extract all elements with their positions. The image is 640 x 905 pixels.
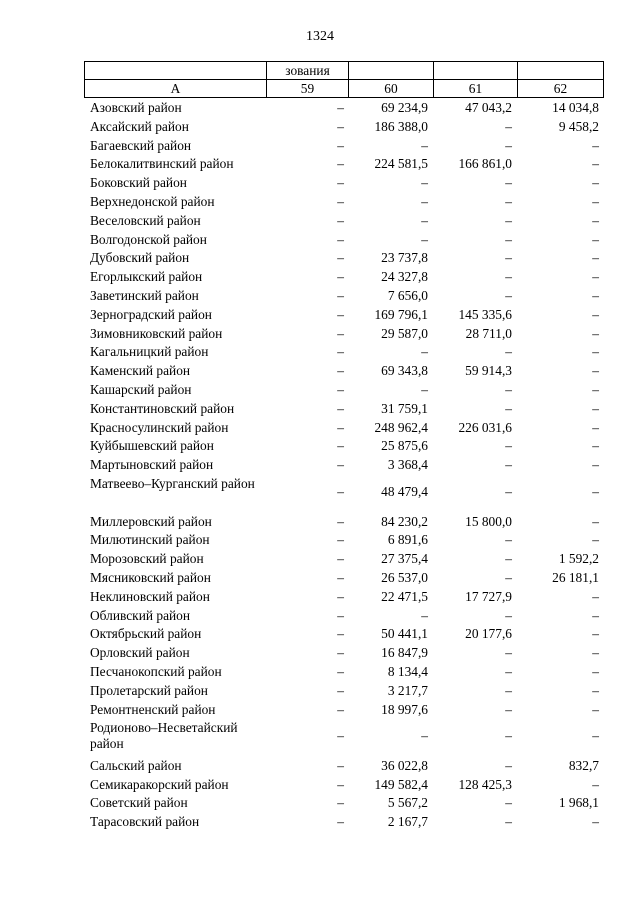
value-cell-61: – bbox=[505, 137, 512, 153]
table-row bbox=[84, 232, 603, 251]
district-name-cell: Семикаракорский район bbox=[90, 776, 229, 792]
value-cell-61: 47 043,2 bbox=[465, 100, 512, 115]
district-name-cell: Пролетарский район bbox=[90, 682, 208, 698]
table-row bbox=[84, 664, 603, 683]
value-cell-61: – bbox=[505, 483, 512, 499]
table-row bbox=[84, 683, 603, 702]
table-row bbox=[84, 401, 603, 420]
table-row bbox=[84, 326, 603, 345]
district-name-cell: Мартыновский район bbox=[90, 457, 214, 473]
value-cell-59: – bbox=[337, 814, 344, 830]
value-cell-60: 224 581,5 bbox=[374, 156, 428, 172]
table-row bbox=[84, 589, 603, 608]
value-cell-61: – bbox=[505, 701, 512, 717]
value-cell-59: – bbox=[337, 701, 344, 717]
value-cell-59: – bbox=[337, 607, 344, 623]
value-cell-62: – bbox=[592, 287, 599, 303]
value-cell-60: 22 471,5 bbox=[381, 588, 428, 604]
value-cell-62: 832,7 bbox=[568, 757, 599, 773]
value-cell-61: 17 727,9 bbox=[465, 588, 512, 604]
value-cell-59: – bbox=[337, 306, 344, 322]
district-name-cell: Сальский район bbox=[90, 757, 182, 773]
header-top-cell-a bbox=[85, 62, 267, 80]
value-cell-60: – bbox=[421, 137, 428, 153]
value-cell-61: – bbox=[505, 193, 512, 209]
district-name-cell: Зерноградский район bbox=[90, 306, 212, 322]
value-cell-60: – bbox=[421, 344, 428, 360]
district-name-cell: Неклиновский район bbox=[90, 588, 210, 604]
value-cell-59: – bbox=[337, 100, 344, 115]
value-cell-59: – bbox=[337, 682, 344, 698]
value-cell-62: – bbox=[592, 381, 599, 397]
value-cell-62: – bbox=[592, 212, 599, 228]
district-name-cell: Константиновский район bbox=[90, 400, 235, 416]
district-name-cell: Миллеровский район bbox=[90, 513, 212, 529]
table-row bbox=[84, 307, 603, 326]
district-name-cell: Ремонтненский район bbox=[90, 701, 216, 717]
table-row bbox=[84, 438, 603, 457]
value-cell-61: – bbox=[505, 795, 512, 811]
district-name-cell: Заветинский район bbox=[90, 287, 199, 303]
value-cell-59: – bbox=[337, 795, 344, 811]
value-cell-61: – bbox=[505, 250, 512, 266]
district-name-cell: Боковский район bbox=[90, 175, 187, 191]
value-cell-62: – bbox=[592, 483, 599, 499]
value-cell-60: 5 567,2 bbox=[387, 795, 428, 811]
value-cell-61: – bbox=[505, 457, 512, 473]
value-cell-61: – bbox=[505, 569, 512, 585]
value-cell-60: 26 537,0 bbox=[381, 569, 428, 585]
table-row bbox=[84, 420, 603, 439]
value-cell-59: – bbox=[337, 193, 344, 209]
value-cell-59: – bbox=[337, 212, 344, 228]
value-cell-62: – bbox=[592, 682, 599, 698]
value-cell-60: 24 327,8 bbox=[381, 269, 428, 285]
header-top-row bbox=[85, 62, 604, 80]
value-cell-61: 226 031,6 bbox=[458, 419, 512, 435]
value-cell-59: – bbox=[337, 287, 344, 303]
header-top-cell-62 bbox=[518, 62, 604, 80]
table-row bbox=[84, 758, 603, 777]
table-row bbox=[84, 288, 603, 307]
table-row bbox=[84, 156, 603, 175]
value-cell-60: 3 217,7 bbox=[387, 682, 428, 698]
value-cell-60: 69 234,9 bbox=[381, 100, 428, 115]
header-col-60: 60 bbox=[349, 80, 434, 98]
value-cell-59: – bbox=[337, 250, 344, 266]
value-cell-62: – bbox=[592, 156, 599, 172]
value-cell-59: – bbox=[337, 776, 344, 792]
district-name-cell: Матвеево–Курганский район bbox=[90, 475, 255, 491]
district-name-cell: Куйбышевский район bbox=[90, 438, 214, 454]
value-cell-59: – bbox=[337, 137, 344, 153]
value-cell-60: – bbox=[421, 175, 428, 191]
value-cell-62: 1 592,2 bbox=[558, 551, 599, 567]
value-cell-60: 7 656,0 bbox=[387, 287, 428, 303]
value-cell-62: – bbox=[592, 438, 599, 454]
value-cell-62: – bbox=[592, 814, 599, 830]
value-cell-59: – bbox=[337, 551, 344, 567]
table-row bbox=[84, 476, 603, 514]
district-name-cell: Морозовский район bbox=[90, 551, 204, 567]
value-cell-62: 26 181,1 bbox=[552, 569, 599, 585]
header-top-cell-61 bbox=[434, 62, 518, 80]
value-cell-62: – bbox=[592, 193, 599, 209]
value-cell-61: 59 914,3 bbox=[465, 363, 512, 379]
value-cell-59: – bbox=[337, 588, 344, 604]
value-cell-60: 27 375,4 bbox=[381, 551, 428, 567]
table-row bbox=[84, 777, 603, 796]
value-cell-61: – bbox=[505, 532, 512, 548]
value-cell-61: – bbox=[505, 663, 512, 679]
value-cell-60: – bbox=[421, 193, 428, 209]
value-cell-61: – bbox=[505, 551, 512, 567]
value-cell-60: 18 997,6 bbox=[381, 701, 428, 717]
value-cell-62: – bbox=[592, 457, 599, 473]
value-cell-60: 149 582,4 bbox=[374, 776, 428, 792]
district-name-cell: Аксайский район bbox=[90, 118, 189, 134]
value-cell-62: – bbox=[592, 137, 599, 153]
value-cell-60: 23 737,8 bbox=[381, 250, 428, 266]
district-name-cell: Каменский район bbox=[90, 363, 191, 379]
value-cell-62: – bbox=[592, 588, 599, 604]
value-cell-59: – bbox=[337, 325, 344, 341]
value-cell-60: 84 230,2 bbox=[381, 513, 428, 529]
value-cell-61: – bbox=[505, 118, 512, 134]
header-col-a: А bbox=[85, 80, 267, 98]
value-cell-60: 248 962,4 bbox=[374, 419, 428, 435]
header-bottom-row bbox=[85, 80, 604, 98]
value-cell-60: 50 441,1 bbox=[381, 626, 428, 642]
value-cell-62: – bbox=[592, 513, 599, 529]
table-row bbox=[84, 795, 603, 814]
district-name-cell: Белокалитвинский район bbox=[90, 156, 234, 172]
value-cell-59: – bbox=[337, 175, 344, 191]
value-cell-59: – bbox=[337, 118, 344, 134]
district-name-cell: Егорлыкский район bbox=[90, 269, 203, 285]
value-cell-60: 69 343,8 bbox=[381, 363, 428, 379]
table-row bbox=[84, 514, 603, 533]
value-cell-60: 36 022,8 bbox=[381, 757, 428, 773]
value-cell-62: 9 458,2 bbox=[558, 118, 599, 134]
value-cell-59: – bbox=[337, 344, 344, 360]
value-cell-61: – bbox=[505, 728, 512, 744]
table-row bbox=[84, 645, 603, 664]
value-cell-62: – bbox=[592, 175, 599, 191]
value-cell-59: – bbox=[337, 363, 344, 379]
header-top-cell-60 bbox=[349, 62, 434, 80]
value-cell-59: – bbox=[337, 569, 344, 585]
value-cell-62: – bbox=[592, 776, 599, 792]
value-cell-61: – bbox=[505, 175, 512, 191]
value-cell-62: – bbox=[592, 532, 599, 548]
district-name-cell: Обливский район bbox=[90, 607, 191, 623]
value-cell-62: 14 034,8 bbox=[552, 100, 599, 115]
header-top-cell-59: зования bbox=[267, 62, 349, 80]
table-row bbox=[84, 194, 603, 213]
district-name-cell: Тарасовский район bbox=[90, 814, 200, 830]
value-cell-61: – bbox=[505, 212, 512, 228]
value-cell-59: – bbox=[337, 438, 344, 454]
value-cell-60: 186 388,0 bbox=[374, 118, 428, 134]
value-cell-60: 2 167,7 bbox=[387, 814, 428, 830]
value-cell-59: – bbox=[337, 419, 344, 435]
header-col-59: 59 bbox=[267, 80, 349, 98]
table-row bbox=[84, 720, 603, 758]
district-name-cell: Дубовский район bbox=[90, 250, 190, 266]
table-row bbox=[84, 100, 603, 119]
value-cell-59: – bbox=[337, 381, 344, 397]
table-row bbox=[84, 532, 603, 551]
value-cell-62: – bbox=[592, 626, 599, 642]
value-cell-61: 20 177,6 bbox=[465, 626, 512, 642]
district-name-cell: Веселовский район bbox=[90, 212, 201, 228]
table-row bbox=[84, 626, 603, 645]
value-cell-60: 48 479,4 bbox=[381, 483, 428, 499]
value-cell-62: – bbox=[592, 325, 599, 341]
header-col-62: 62 bbox=[518, 80, 604, 98]
value-cell-59: – bbox=[337, 626, 344, 642]
value-cell-61: 15 800,0 bbox=[465, 513, 512, 529]
value-cell-62: 1 968,1 bbox=[558, 795, 599, 811]
district-name-cell: Кагальницкий район bbox=[90, 344, 209, 360]
value-cell-60: – bbox=[421, 212, 428, 228]
value-cell-60: – bbox=[421, 728, 428, 744]
district-name-cell: Волгодонской район bbox=[90, 231, 207, 247]
value-cell-61: – bbox=[505, 682, 512, 698]
table-row bbox=[84, 702, 603, 721]
district-name-cell: Мясниковский район bbox=[90, 569, 211, 585]
value-cell-59: – bbox=[337, 231, 344, 247]
district-name-cell: Советский район bbox=[90, 795, 188, 811]
value-cell-59: – bbox=[337, 513, 344, 529]
value-cell-60: – bbox=[421, 381, 428, 397]
value-cell-62: – bbox=[592, 400, 599, 416]
value-cell-62: – bbox=[592, 728, 599, 744]
value-cell-59: – bbox=[337, 757, 344, 773]
value-cell-62: – bbox=[592, 344, 599, 360]
table-row bbox=[84, 363, 603, 382]
value-cell-61: – bbox=[505, 344, 512, 360]
value-cell-61: – bbox=[505, 438, 512, 454]
value-cell-60: 169 796,1 bbox=[374, 306, 428, 322]
table-row bbox=[84, 814, 603, 833]
value-cell-59: – bbox=[337, 645, 344, 661]
value-cell-62: – bbox=[592, 363, 599, 379]
district-name-cell: Октябрьский район bbox=[90, 626, 202, 642]
value-cell-59: – bbox=[337, 156, 344, 172]
district-name-cell: Милютинский район bbox=[90, 532, 210, 548]
table-row bbox=[84, 344, 603, 363]
value-cell-59: – bbox=[337, 483, 344, 499]
value-cell-59: – bbox=[337, 457, 344, 473]
value-cell-62: – bbox=[592, 231, 599, 247]
value-cell-62: – bbox=[592, 701, 599, 717]
value-cell-60: 25 875,6 bbox=[381, 438, 428, 454]
district-name-cell: Кашарский район bbox=[90, 381, 192, 397]
table-row bbox=[84, 570, 603, 589]
value-cell-60: 16 847,9 bbox=[381, 645, 428, 661]
table-row bbox=[84, 213, 603, 232]
value-cell-62: – bbox=[592, 663, 599, 679]
header-col-61: 61 bbox=[434, 80, 518, 98]
table-row bbox=[84, 551, 603, 570]
value-cell-59: – bbox=[337, 663, 344, 679]
value-cell-61: – bbox=[505, 814, 512, 830]
district-name-cell: Красносулинский район bbox=[90, 419, 229, 435]
table-body bbox=[84, 100, 603, 833]
value-cell-61: – bbox=[505, 381, 512, 397]
value-cell-61: – bbox=[505, 607, 512, 623]
district-name-cell: Зимовниковский район bbox=[90, 325, 223, 341]
table-row bbox=[84, 608, 603, 627]
value-cell-61: – bbox=[505, 287, 512, 303]
table-row bbox=[84, 175, 603, 194]
value-cell-62: – bbox=[592, 306, 599, 322]
value-cell-62: – bbox=[592, 250, 599, 266]
value-cell-61: – bbox=[505, 400, 512, 416]
table-row bbox=[84, 382, 603, 401]
value-cell-59: – bbox=[337, 269, 344, 285]
value-cell-62: – bbox=[592, 645, 599, 661]
value-cell-60: – bbox=[421, 231, 428, 247]
table-row bbox=[84, 269, 603, 288]
value-cell-62: – bbox=[592, 269, 599, 285]
value-cell-61: – bbox=[505, 645, 512, 661]
value-cell-60: 31 759,1 bbox=[381, 400, 428, 416]
value-cell-60: 29 587,0 bbox=[381, 325, 428, 341]
value-cell-61: – bbox=[505, 269, 512, 285]
value-cell-60: 8 134,4 bbox=[387, 663, 428, 679]
table-row bbox=[84, 457, 603, 476]
table-row bbox=[84, 250, 603, 269]
value-cell-60: 6 891,6 bbox=[387, 532, 428, 548]
table-row bbox=[84, 119, 603, 138]
value-cell-62: – bbox=[592, 419, 599, 435]
value-cell-61: – bbox=[505, 757, 512, 773]
table-header bbox=[84, 61, 604, 98]
page-number: 1324 bbox=[306, 29, 334, 44]
value-cell-60: – bbox=[421, 607, 428, 623]
value-cell-61: 145 335,6 bbox=[458, 306, 512, 322]
value-cell-59: – bbox=[337, 532, 344, 548]
district-name-cell: Родионово–Несветайский район bbox=[90, 720, 238, 751]
value-cell-61: 166 861,0 bbox=[458, 156, 512, 172]
value-cell-61: 28 711,0 bbox=[465, 325, 512, 341]
district-name-cell: Верхнедонской район bbox=[90, 193, 215, 209]
district-name-cell: Азовский район bbox=[90, 100, 182, 115]
value-cell-61: 128 425,3 bbox=[458, 776, 512, 792]
value-cell-62: – bbox=[592, 607, 599, 623]
district-name-cell: Песчанокопский район bbox=[90, 663, 222, 679]
value-cell-59: – bbox=[337, 728, 344, 744]
value-cell-61: – bbox=[505, 231, 512, 247]
district-name-cell: Багаевский район bbox=[90, 137, 192, 153]
table-row bbox=[84, 138, 603, 157]
value-cell-59: – bbox=[337, 400, 344, 416]
value-cell-60: 3 368,4 bbox=[387, 457, 428, 473]
district-name-cell: Орловский район bbox=[90, 645, 190, 661]
